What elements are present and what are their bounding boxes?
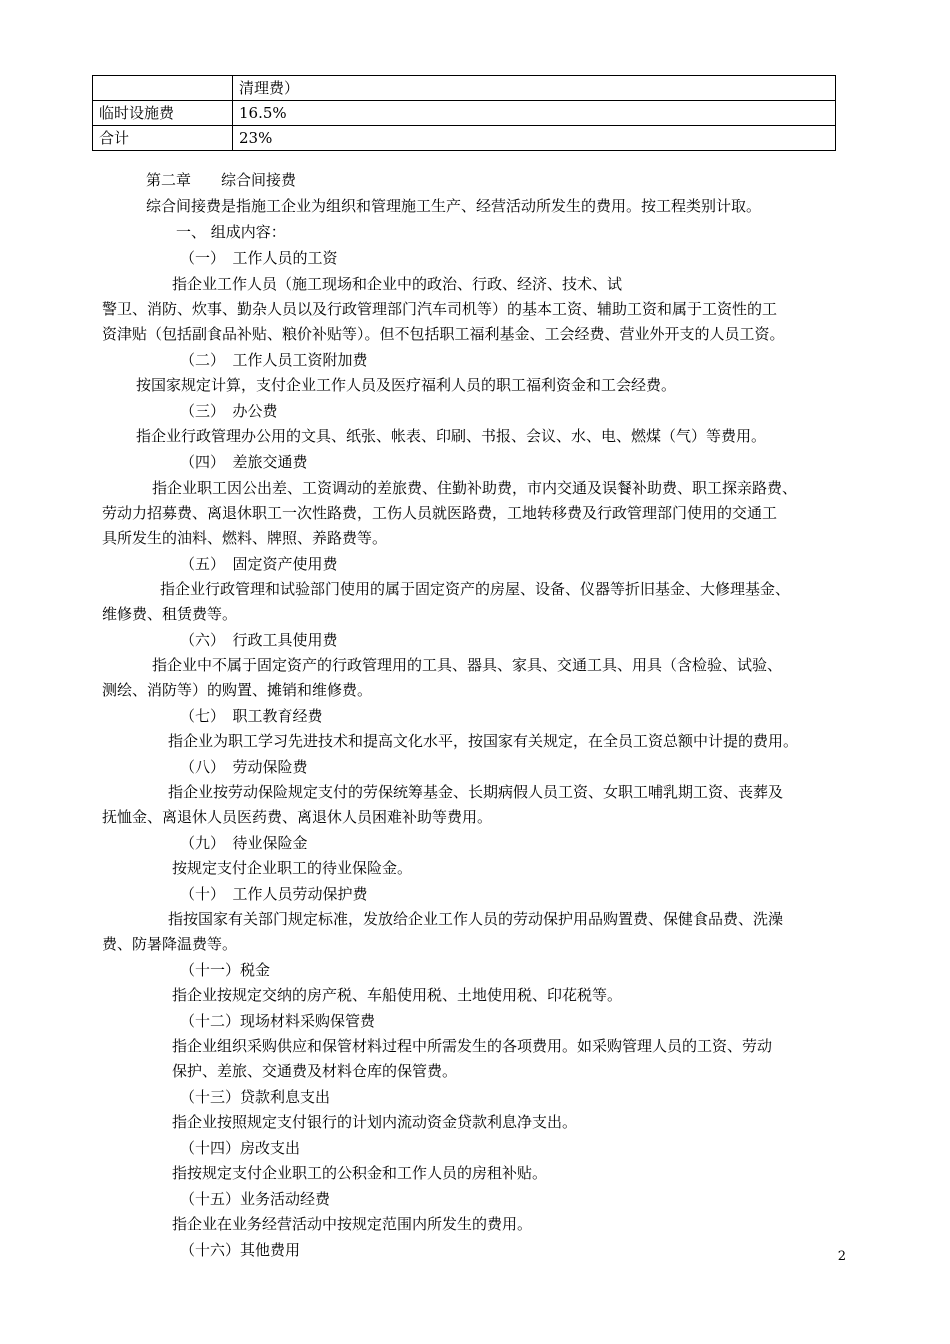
- paragraph-line: 测绘、消防等）的购置、摊销和维修费。: [102, 681, 373, 699]
- table-cell-value: 23%: [233, 126, 836, 151]
- page-number: 2: [837, 1249, 846, 1264]
- table-cell-value: 16.5%: [233, 101, 836, 126]
- paragraph-line: 指企业组织采购供应和保管材料过程中所需发生的各项费用。如采购管理人员的工资、劳动: [172, 1037, 773, 1055]
- paragraph-line: 综合间接费是指施工企业为组织和管理施工生产、经营活动所发生的费用。按工程类别计取。: [146, 197, 762, 215]
- paragraph-line: 资津贴（包括副食品补贴、粮价补贴等）。但不包括职工福利基金、工会经费、营业外开支的人员工资。: [102, 325, 785, 343]
- item-heading: （四） 差旅交通费: [180, 453, 308, 471]
- paragraph-line: 指企业按规定交纳的房产税、车船使用税、土地使用税、印花税等。: [172, 986, 623, 1004]
- table-cell-value: 清理费）: [233, 76, 836, 101]
- paragraph-line: 按规定支付企业职工的待业保险金。: [172, 859, 413, 877]
- paragraph-line: 指企业工作人员（施工现场和企业中的政治、行政、经济、技术、试: [172, 275, 623, 293]
- item-heading: （六） 行政工具使用费: [180, 631, 338, 649]
- item-heading: （十一）税金: [180, 961, 271, 979]
- item-heading: （三） 办公费: [180, 402, 278, 420]
- table-row: [93, 76, 836, 101]
- paragraph-line: 指企业按劳动保险规定支付的劳保统筹基金、长期病假人员工资、女职工哺乳期工资、丧葬及: [168, 783, 784, 801]
- table-cell-label: [93, 76, 233, 101]
- paragraph-line: 指按规定支付企业职工的公积金和工作人员的房租补贴。: [172, 1164, 548, 1182]
- item-heading: （十六）其他费用: [180, 1241, 301, 1259]
- paragraph-line: 指企业行政管理办公用的文具、纸张、帐表、印刷、书报、会议、水、电、燃煤（气）等费用。: [136, 427, 767, 445]
- item-heading: （一） 工作人员的工资: [180, 249, 338, 267]
- table-cell-label: 合计: [93, 126, 233, 151]
- item-heading: （十） 工作人员劳动保护费: [180, 885, 368, 903]
- paragraph-line: 费、防暑降温费等。: [102, 935, 238, 953]
- item-heading: （十五）业务活动经费: [180, 1190, 331, 1208]
- paragraph-line: 指按国家有关部门规定标准，发放给企业工作人员的劳动保护用品购置费、保健食品费、洗澡: [168, 910, 784, 928]
- paragraph-line: 警卫、消防、炊事、勤杂人员以及行政管理部门汽车司机等）的基本工资、辅助工资和属于工资性的工: [102, 300, 778, 318]
- item-heading: （十四）房改支出: [180, 1139, 301, 1157]
- item-heading: （二） 工作人员工资附加费: [180, 351, 368, 369]
- paragraph-line: 具所发生的油料、燃料、牌照、养路费等。: [102, 529, 388, 547]
- cost-table: [92, 75, 836, 151]
- paragraph-line: 抚恤金、离退休人员医药费、离退休人员困难补助等费用。: [102, 808, 493, 826]
- item-heading: （九） 待业保险金: [180, 834, 308, 852]
- paragraph-line: 劳动力招募费、离退休职工一次性路费，工伤人员就医路费，工地转移费及行政管理部门使用的交通工: [102, 504, 778, 522]
- table-cell-label: 临时设施费: [93, 101, 233, 126]
- paragraph-line: 指企业职工因公出差、工资调动的差旅费、住勤补助费，市内交通及误餐补助费、职工探亲路费、: [152, 479, 798, 497]
- item-heading: （十二）现场材料采购保管费: [180, 1012, 376, 1030]
- table-row: [93, 101, 836, 126]
- section-heading: 一、 组成内容：: [176, 223, 286, 241]
- paragraph-line: 指企业按照规定支付银行的计划内流动资金贷款利息净支出。: [172, 1113, 578, 1131]
- paragraph-line: 维修费、租赁费等。: [102, 605, 238, 623]
- chapter-title: 第二章 综合间接费: [146, 171, 297, 189]
- paragraph-line: 保护、差旅、交通费及材料仓库的保管费。: [172, 1062, 458, 1080]
- item-heading: （五） 固定资产使用费: [180, 555, 338, 573]
- paragraph-line: 指企业行政管理和试验部门使用的属于固定资产的房屋、设备、仪器等折旧基金、大修理基金、: [160, 580, 791, 598]
- paragraph-line: 指企业中不属于固定资产的行政管理用的工具、器具、家具、交通工具、用具（含检验、试验、: [152, 656, 783, 674]
- table-row: [93, 126, 836, 151]
- item-heading: （八） 劳动保险费: [180, 758, 308, 776]
- paragraph-line: 按国家规定计算，支付企业工作人员及医疗福利人员的职工福利资金和工会经费。: [136, 376, 677, 394]
- paragraph-line: 指企业为职工学习先进技术和提高文化水平，按国家有关规定，在全员工资总额中计提的费用。: [168, 732, 799, 750]
- item-heading: （十三）贷款利息支出: [180, 1088, 331, 1106]
- item-heading: （七） 职工教育经费: [180, 707, 323, 725]
- paragraph-line: 指企业在业务经营活动中按规定范围内所发生的费用。: [172, 1215, 533, 1233]
